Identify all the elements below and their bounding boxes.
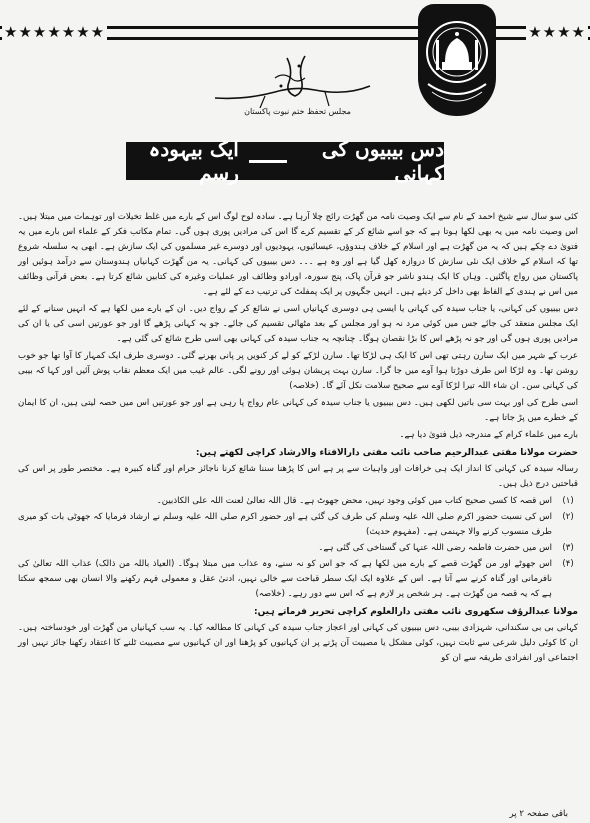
paragraph-4: اسی طرح کی اور بہت سی باتیں لکھی ہیں۔ دس بیبیوں یا جناب سیدہ کی کہانی عام رواج پا رہی ہے اور جو عورتیں اس میں حصہ لیتی ہیں، ان کا ایمان کے خطرے میں پڑ جاتا ہے۔ [18,398,578,423]
list-item-text: اس قصہ کا کسی صحیح کتاب میں کوئی وجود نہیں، محض جھوٹ ہے۔ قال اللہ تعالیٰ لعنت اللہ علی الکاذبین۔ [156,496,552,506]
list-item [18,541,578,556]
title-part-2: ایک بیہودہ رسم [148,137,239,185]
paragraph-7: کہانی بی بی سکندانی، شہزادی بیبی، دس بیبیوں کی کہانی اور اعجاز جناب سیدہ کی کہانی کا مطالعہ کیا۔ یہ سب کہانیاں من گھڑت اور خودساختہ ہیں۔ ان کا کوئی دلیل شرعی سے ثابت نہیں، کوئی مشکل یا مصیبت آن پڑنے پر ان کہانیوں کو پڑھنا اور ان کہانیوں سے مصیبت ٹلنے کا اعتقاد رکھنا جائز نہیں اور اجتماعی اور انفرادی طریقہ سے ان کو [18,623,578,663]
title-part-1: دس بیبیوں کی کہانی [321,137,444,185]
list-item-number: (۴) [562,559,574,569]
title-separator [249,160,287,163]
list-item-text: اس جھوٹے اور من گھڑت قصے کے بارے میں لکھا ہے کہ جو اس کو نہ سنے، وہ عذاب میں مبتلا ہوگا۔ (العیاذ باللہ من ذالک) عذاب اللہ تعالیٰ کی نافرمانی اور گناہ کرنے سے آتا ہے۔ اس کے علاوہ ایک ایک سطر قباحت سے خالی نہیں، ادنیٰ عقل و معمولی فہم رکھنے والا انسان بھی سمجھ سکتا ہے کہ یہ قصہ من گھڑت ہے۔ ہر شخص پر لازم ہے کہ اس سے دور رہے۔ (خلاصہ) [18,559,552,599]
article-body [18,210,578,668]
mosque-crest-icon [418,4,496,116]
list-item-number: (۱) [562,496,574,506]
stars-right: ★★★★ [528,23,586,41]
list-item [18,510,578,540]
paragraph-1: کئی سو سال سے شیخ احمد کے نام سے ایک وصیت نامہ من گھڑت رائج چلا آرہا ہے۔ سادہ لوح لوگ اس کے بارے میں غلط تخیلات اور توہمات میں مبتلا ہیں۔ اس وصیت نامہ میں یہ بھی لکھا ہوتا ہے کہ جو اسے شائع کر کے تقسیم کرے گا اس کی مرادیں پوری ہوں گی۔ تمام مکاتب فکر کے علماء اس بارے میں یہ فتویٰ دے چکے ہیں کہ یہ من گھڑت ہے اور اسلام کے خلاف ہندوؤں، عیسائیوں، یہودیوں اور دوسرے غیر مسلموں کی ایک سازش ہے۔ ابھی یہ سلسلہ شروع تھا کہ اسلام کے خلاف ایک نئی سازش کا دروازہ کھل گیا ہے اور وہ ہے ۔۔۔ دس بیبیوں کی کہانی۔ یہ من گھڑت کہانیاں ہندوستان سے درآمد ہوئیں اور پاکستان میں رواج پاگئیں۔ وہاں کا ایک ہندو ناشر جو قرآن پاک، پنج سورہ، اورادو وظائف اور عملیات وغیرہ کی کتابیں شائع کرتا ہے۔ بعض قرآنی وظائف میں اس نے ہندی کے الفاظ بھی داخل کر دیئے ہیں۔ انہیں جگہوں پر ایک پمفلٹ کی ترتیب دے کے لئے ہے۔ [18,212,578,297]
list-item-text: اس میں حضرت فاطمہ رضی اللہ عنہا کی گستاخی کی گئی ہے۔ [318,543,552,553]
paragraph-3: عرب کے شہر میں ایک سارن رہتی تھی اس کا ایک ہی لڑکا تھا۔ سارن لڑکے کو لے کر کنویں پر پانی بھرنے گئی۔ دوسری طرف ایک کمہار کا آوا تھا جو خوب روشن تھا۔ وہ لڑکا اس طرف دوڑتا ہوا آوے میں جا گرا۔ سارن بہت پریشان ہوئی اور رونے لگی۔ عالم غیب میں ایک معظم نقاب پوش آئیں اور کہا کہ بیبی کی کہانی سن۔ ان شاء اللہ تیرا لڑکا آوے سے صحیح سلامت نکل آئے گا۔ (خلاصہ) [18,351,578,391]
list-item [18,557,578,602]
fatwa-heading-2: مولانا عبدالرؤف سکھروی نائب مفتی دارالعلوم کراچی تحریر فرماتے ہیں: [253,607,578,617]
paragraph-2: دس بیبیوں کی کہانی، یا جناب سیدہ کی کہانی یا ایسی ہی دوسری کہانیاں اسی نے شائع کر کے رواج دیں۔ ان کے بارے میں لکھا ہے کہ انہیں سنانے کے لئے ایک مجلس منعقد کی جائے جس میں کوئی مرد نہ ہو اور مجلس کے بعد مٹھائی تقسیم کی جائے۔ جو یہ کہانی پڑھے گا اور جو عورتیں اسی کی یا ان کی مرادیں پوری ہوں گی اور جو نہ پڑھے اس کا بڑا نقصان ہوگا۔ چنانچہ یہ جناب سیدہ کی کہانی بھی اسی طرح شائع کی گئی ہے۔ [18,304,578,344]
list-item-text: اس کی نسبت حضور اکرم صلی اللہ علیہ وسلم کی طرف کی گئی ہے اور حضور اکرم صلی اللہ علیہ وسلم نے ارشاد فرمایا کہ جھوٹی بات کو میری طرف منسوب کرنے والا جہنمی ہے۔ (مفہوم حدیث) [18,512,552,537]
list-item-number: (۳) [562,543,574,553]
list-item-number: (۲) [562,512,574,522]
paragraph-6: رسالہ سیدہ کی کہانی کا انداز ایک ہی خرافات اور واہیات سے پر ہے اس کا پڑھنا سننا شائع کرنا ناجائز حرام اور گناہ کبیرہ ہے۔ مختصر طور پر اس کی قباحتیں درج ذیل ہیں۔ [18,464,578,489]
continued-note: باقی صفحہ ۲ پر [509,809,568,819]
list-item [18,494,578,509]
fatwa-heading-1: حضرت مولانا مفتی عبدالرحیم صاحب نائب مفتی دارالافتاء والارشاد کراچی لکھتے ہیں: [195,448,578,458]
paragraph-5: بارے میں علماء کرام کے مندرجہ ذیل فتویٰ دیا ہے۔ [399,430,578,440]
fatwa-list [18,494,578,602]
stars-left: ★★★★★★★ [4,23,106,41]
organization-subtitle: مجلس تحفظ ختم نبوت پاکستان [244,107,351,116]
page-title [126,137,444,185]
